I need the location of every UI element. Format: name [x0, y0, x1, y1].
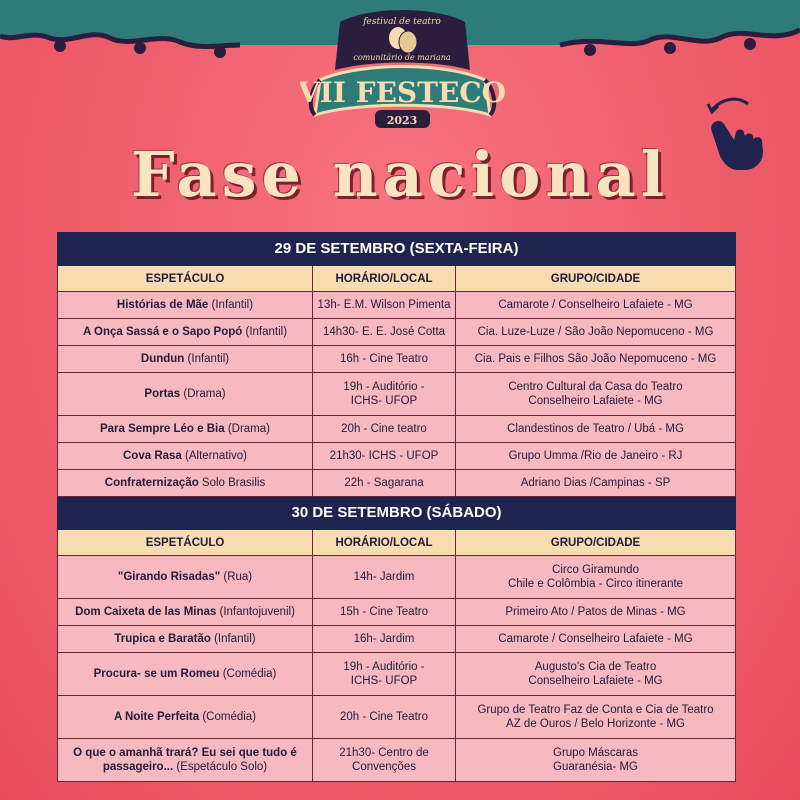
time-location-text: 22h - Sagarana — [344, 477, 424, 489]
group-city-text: Grupo Umma /Rio de Janeiro - RJ — [508, 450, 683, 462]
group-city-cell — [456, 739, 736, 782]
show-title: A Noite Perfeita — [113, 711, 200, 723]
time-location-text: Convenções — [352, 761, 416, 773]
group-city-text: Cia. Pais e Filhos São João Nepomuceno - MG — [474, 353, 717, 365]
group-city-text: Circo Giramundo — [552, 564, 639, 576]
time-location-text: 16h- Jardim — [353, 633, 415, 645]
time-location-text: ICHS- UFOP — [350, 395, 418, 407]
table-row — [58, 292, 736, 319]
show-genre: (Infantil) — [184, 353, 230, 365]
table-row — [58, 443, 736, 470]
table-row — [58, 599, 736, 626]
time-location-text: 20h - Cine Teatro — [339, 711, 428, 723]
show-cell — [58, 599, 313, 626]
group-city-cell — [456, 626, 736, 653]
column-header: HORÁRIO/LOCAL — [313, 530, 456, 556]
show-genre: (Rua) — [220, 571, 253, 583]
show-cell — [58, 739, 313, 782]
time-location-cell — [313, 346, 456, 373]
time-location-cell — [313, 292, 456, 319]
group-city-cell — [456, 416, 736, 443]
show-cell — [58, 443, 313, 470]
show-genre: (Infantil) — [210, 633, 256, 645]
time-location-cell — [313, 599, 456, 626]
group-city-cell — [456, 443, 736, 470]
group-city-cell — [456, 696, 736, 739]
show-genre: (Drama) — [180, 388, 226, 400]
show-cell — [58, 319, 313, 346]
group-city-text: AZ de Ouros / Belo Horizonte - MG — [506, 718, 685, 730]
show-genre: (Comédia) — [199, 711, 257, 723]
day-heading — [58, 233, 736, 266]
time-location-text: 19h - Auditório - — [343, 661, 425, 673]
show-genre: (Infantojuvenil) — [216, 606, 295, 618]
table-row — [58, 696, 736, 739]
column-header-row — [58, 266, 736, 292]
time-location-text: 21h30- ICHS - UFOP — [329, 450, 439, 462]
column-header: GRUPO/CIDADE — [456, 530, 736, 556]
time-location-cell — [313, 739, 456, 782]
time-location-cell — [313, 696, 456, 739]
group-city-text: Guaranésia- MG — [553, 761, 639, 773]
show-cell — [58, 653, 313, 696]
group-city-text: Grupo Máscaras — [553, 747, 639, 759]
logo-line1: festival de teatro — [363, 17, 441, 27]
show-title: A Onça Sassá e o Sapo Popó — [82, 326, 243, 338]
group-city-text: Adriano Dias /Campinas - SP — [520, 477, 671, 489]
column-header: HORÁRIO/LOCAL — [313, 266, 456, 292]
group-city-cell — [456, 470, 736, 497]
group-city-text: Augusto's Cia de Teatro — [534, 661, 657, 673]
day-heading — [58, 497, 736, 530]
show-cell — [58, 626, 313, 653]
show-title: Cova Rasa — [123, 450, 182, 462]
group-city-text: Conselheiro Lafaiete - MG — [528, 395, 663, 407]
group-city-text: Camarote / Conselheiro Lafaiete - MG — [498, 633, 693, 645]
show-title: Histórias de Mãe — [116, 299, 209, 311]
group-city-text: Centro Cultural da Casa do Teatro — [508, 381, 683, 393]
time-location-text: 20h - Cine teatro — [341, 423, 427, 435]
show-title: Para Sempre Léo e Bia — [99, 423, 225, 435]
group-city-cell — [456, 319, 736, 346]
group-city-text: Grupo de Teatro Faz de Conta e Cia de Teatro — [477, 704, 714, 716]
show-genre: (Infantil) — [208, 299, 254, 311]
show-title: Dundun — [140, 353, 185, 365]
column-header: GRUPO/CIDADE — [456, 266, 736, 292]
show-cell — [58, 556, 313, 599]
day-heading-text: 29 DE SETEMBRO (SEXTA-FEIRA) — [58, 233, 736, 266]
table-row — [58, 373, 736, 416]
group-city-text: Cia. Luze-Luze / São João Nepomuceno - MG — [477, 326, 714, 338]
schedule-table — [57, 232, 736, 782]
group-city-text: Conselheiro Lafaiete - MG — [528, 675, 663, 687]
show-cell — [58, 696, 313, 739]
show-genre: (Infantil) — [242, 326, 288, 338]
time-location-text: ICHS- UFOP — [350, 675, 418, 687]
group-city-cell — [456, 292, 736, 319]
table-row — [58, 626, 736, 653]
show-title: Dom Caixeta de las Minas — [75, 606, 217, 618]
show-genre: (Espetáculo Solo) — [173, 761, 268, 773]
time-location-cell — [313, 319, 456, 346]
group-city-cell — [456, 556, 736, 599]
group-city-text: Chile e Colômbia - Circo itinerante — [507, 578, 684, 590]
column-header-row — [58, 530, 736, 556]
group-city-text: Camarote / Conselheiro Lafaiete - MG — [498, 299, 693, 311]
table-row — [58, 739, 736, 782]
show-title: Portas — [144, 388, 181, 400]
time-location-text: 21h30- Centro de — [339, 747, 429, 759]
logo-year: 2023 — [386, 114, 418, 127]
show-title: Trupica e Baratão — [114, 633, 211, 645]
show-genre: (Alternativo) — [181, 450, 247, 462]
time-location-text: 14h- Jardim — [353, 571, 415, 583]
time-location-cell — [313, 373, 456, 416]
festival-logo — [300, 10, 505, 135]
show-title: O que o amanhã trará? Eu sei que tudo é passageiro... — [73, 747, 297, 773]
show-genre: Solo Brasilis — [198, 477, 266, 489]
time-location-cell — [313, 653, 456, 696]
time-location-cell — [313, 443, 456, 470]
logo-name: VII FESTECO — [300, 76, 505, 109]
column-header: ESPETÁCULO — [58, 530, 313, 556]
day-heading-text: 30 DE SETEMBRO (SÁBADO) — [58, 497, 736, 530]
show-title: Procura- se um Romeu — [93, 668, 220, 680]
time-location-text: 14h30- E. E. José Cotta — [322, 326, 446, 338]
time-location-cell — [313, 556, 456, 599]
time-location-cell — [313, 470, 456, 497]
time-location-cell — [313, 626, 456, 653]
show-cell — [58, 373, 313, 416]
table-row — [58, 556, 736, 599]
table-row — [58, 653, 736, 696]
column-header: ESPETÁCULO — [58, 266, 313, 292]
table-row — [58, 319, 736, 346]
group-city-cell — [456, 653, 736, 696]
show-title: Confraternização — [104, 477, 199, 489]
page-title: Fase nacional — [130, 138, 670, 211]
show-cell — [58, 292, 313, 319]
group-city-text: Clandestinos de Teatro / Ubá - MG — [507, 423, 684, 435]
group-city-cell — [456, 373, 736, 416]
table-row — [58, 416, 736, 443]
group-city-text: Primeiro Ato / Patos de Minas - MG — [505, 606, 686, 618]
group-city-cell — [456, 599, 736, 626]
time-location-text: 15h - Cine Teatro — [339, 606, 428, 618]
show-title: "Girando Risadas" — [117, 571, 221, 583]
show-cell — [58, 470, 313, 497]
show-cell — [58, 416, 313, 443]
logo-line2: comunitário de mariana — [353, 53, 451, 62]
table-row — [58, 346, 736, 373]
time-location-text: 16h - Cine Teatro — [339, 353, 428, 365]
time-location-text: 13h- E.M. Wilson Pimenta — [317, 299, 451, 311]
show-genre: (Comédia) — [219, 668, 277, 680]
show-cell — [58, 346, 313, 373]
table-row — [58, 470, 736, 497]
group-city-cell — [456, 346, 736, 373]
time-location-cell — [313, 416, 456, 443]
show-genre: (Drama) — [224, 423, 271, 435]
time-location-text: 19h - Auditório - — [343, 381, 425, 393]
